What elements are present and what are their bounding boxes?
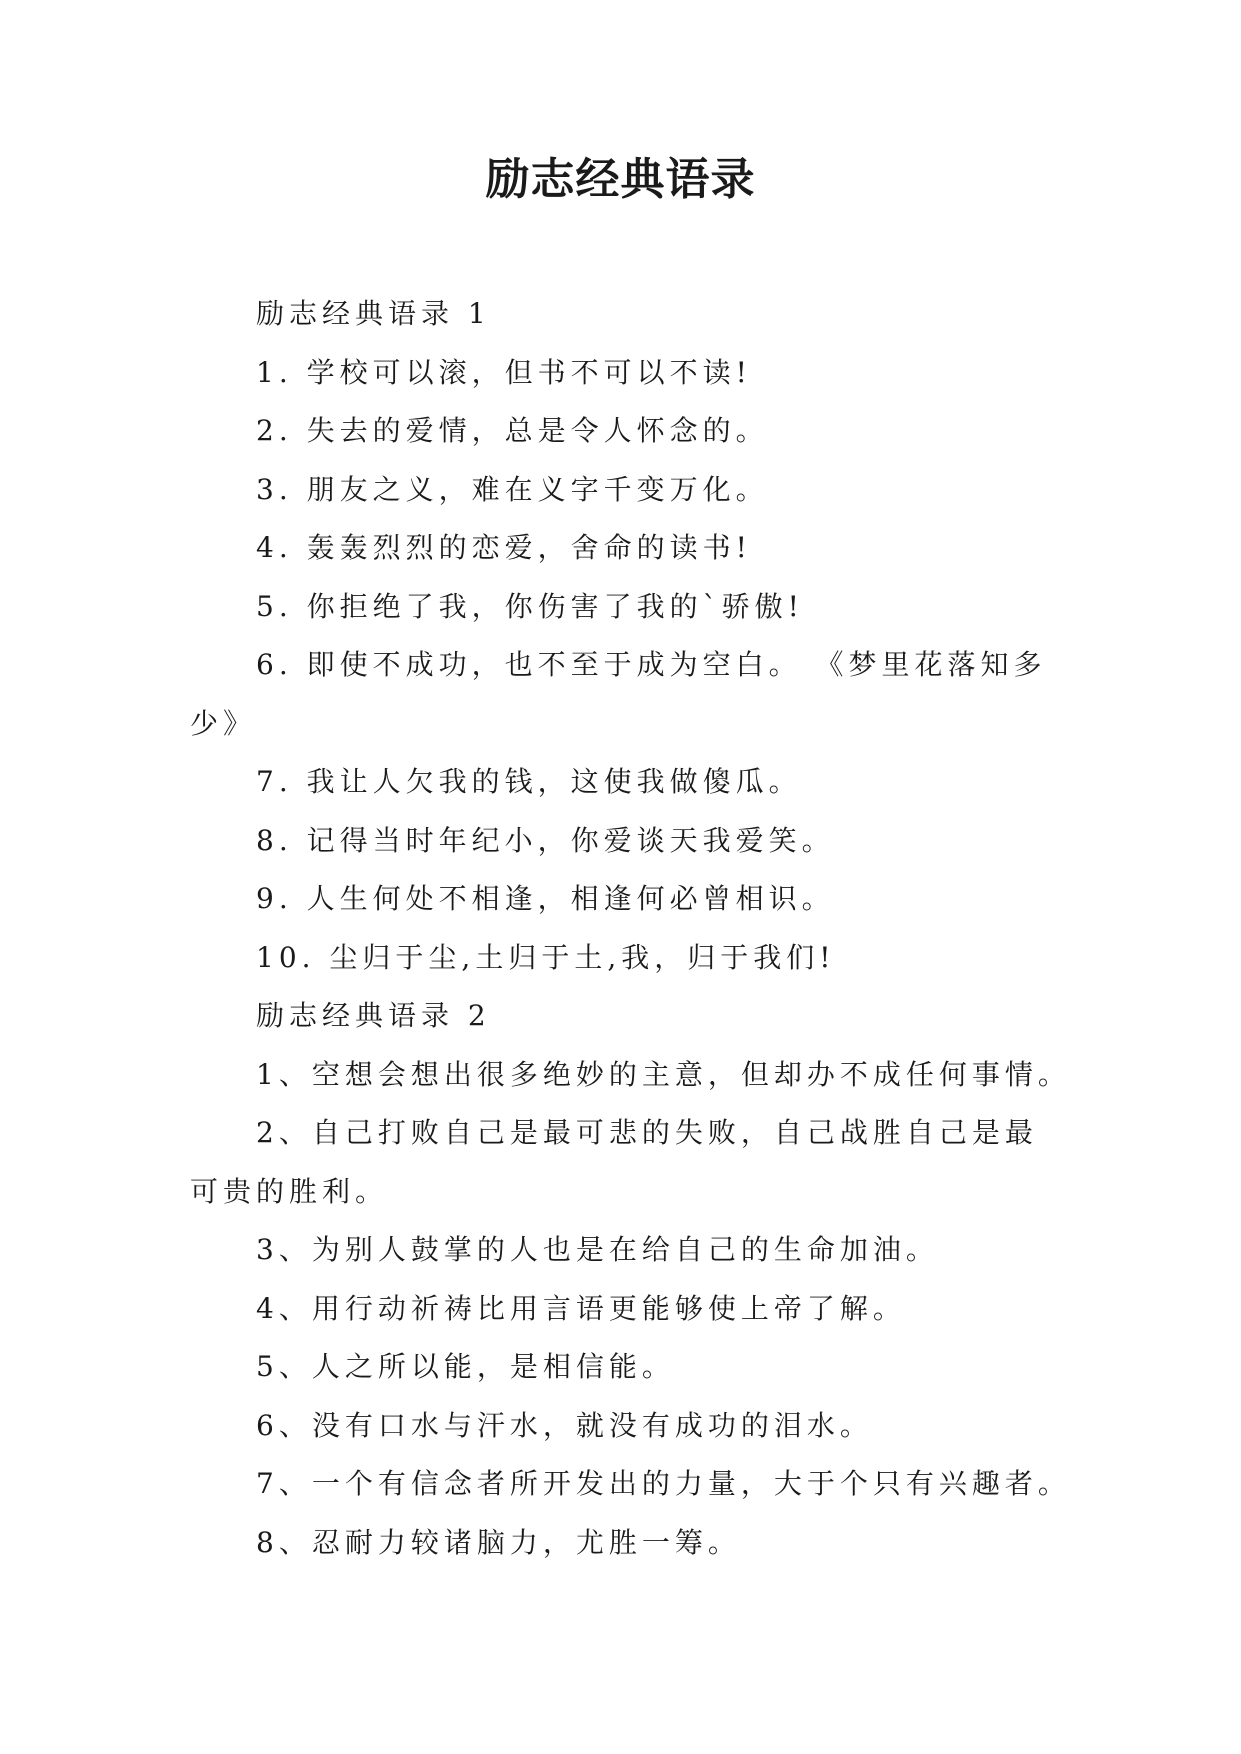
page-title: 励志经典语录 [485, 154, 756, 205]
paragraph-line: 励志经典语录 2 [256, 999, 491, 1032]
paragraph-line: 9. 人生何处不相逢，相逢何必曾相识。 [256, 882, 835, 915]
paragraph-line: 8. 记得当时年纪小，你爱谈天我爱笑。 [256, 823, 835, 857]
paragraph-line: 4. 轰轰烈烈的恋爱，舍命的读书! [256, 531, 752, 564]
paragraph-line: 6、没有口水与汗水，就没有成功的泪水。 [256, 1408, 873, 1442]
paragraph-line: 6. 即使不成功，也不至于成为空白。 《梦里花落知多 [256, 648, 1047, 681]
paragraph-line: 可贵的胜利。 [190, 1174, 389, 1208]
paragraph-line: 2、自己打败自己是最可悲的失败，自己战胜自己是最 [256, 1116, 1038, 1149]
paragraph-line: 少》 [190, 706, 257, 740]
paragraph-line: 励志经典语录 1 [256, 297, 491, 330]
paragraph-line: 5、人之所以能，是相信能。 [256, 1350, 675, 1383]
paragraph-line: 8、忍耐力较诸脑力，尤胜一筹。 [256, 1525, 741, 1559]
paragraph-line: 2. 失去的爱情，总是令人怀念的。 [256, 414, 769, 447]
paragraph-line: 5. 你拒绝了我，你伤害了我的`骄傲! [256, 589, 804, 623]
paragraph-line: 4、用行动祈祷比用言语更能够使上帝了解。 [256, 1291, 906, 1325]
paragraph-line: 7. 我让人欠我的钱，这使我做傻瓜。 [256, 765, 802, 798]
paragraph-line: 3. 朋友之义，难在义字千变万化。 [256, 472, 769, 506]
paragraph-line: 1、空想会想出很多绝妙的主意，但却办不成任何事情。 [256, 1057, 1071, 1091]
paragraph-line: 10. 尘归于尘,土归于土,我，归于我们! [256, 940, 836, 974]
paragraph-line: 1. 学校可以滚，但书不可以不读! [256, 355, 752, 389]
document-body [190, 285, 1071, 1572]
paragraph-line: 7、一个有信念者所开发出的力量，大于个只有兴趣者。 [256, 1467, 1071, 1500]
paragraph-line: 3、为别人鼓掌的人也是在给自己的生命加油。 [256, 1233, 939, 1266]
